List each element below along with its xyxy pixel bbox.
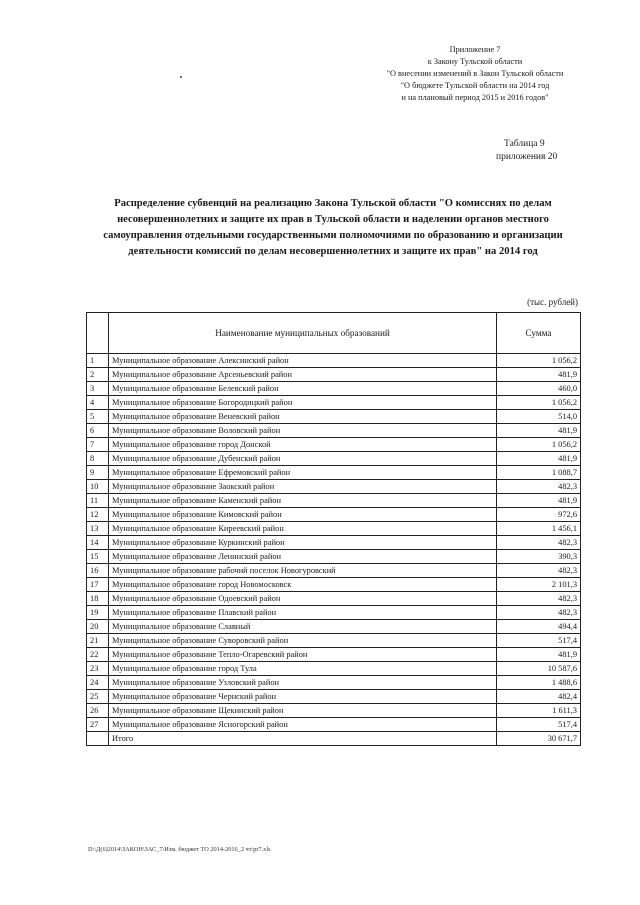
row-amount: 460,0 — [497, 382, 581, 396]
table-row — [87, 578, 581, 592]
row-municipality: Муниципальное образование Суворовский район — [109, 634, 497, 648]
row-municipality: Муниципальное образование Веневский район — [109, 410, 497, 424]
row-amount: 482,3 — [497, 592, 581, 606]
row-amount: 481,9 — [497, 368, 581, 382]
row-municipality: Муниципальное образование Щекинский район — [109, 704, 497, 718]
table-ref-line: приложения 20 — [496, 152, 558, 162]
row-municipality: Муниципальное образование город Донской — [109, 438, 497, 452]
row-amount: 1 611,3 — [497, 704, 581, 718]
row-number: 13 — [87, 522, 109, 536]
table-row — [87, 396, 581, 410]
row-number: 16 — [87, 564, 109, 578]
row-amount: 2 101,3 — [497, 578, 581, 592]
row-amount: 1 456,1 — [497, 522, 581, 536]
row-number: 3 — [87, 382, 109, 396]
row-number: 5 — [87, 410, 109, 424]
row-number: 2 — [87, 368, 109, 382]
units-label: (тыс. рублей) — [527, 297, 578, 307]
table-row — [87, 480, 581, 494]
table-row — [87, 690, 581, 704]
row-municipality: Муниципальное образование Богородицкий район — [109, 396, 497, 410]
row-number: 4 — [87, 396, 109, 410]
row-number: 21 — [87, 634, 109, 648]
table-row — [87, 592, 581, 606]
row-municipality: Муниципальное образование Белевский район — [109, 382, 497, 396]
row-amount: 482,3 — [497, 536, 581, 550]
total-num — [87, 732, 109, 746]
row-municipality: Муниципальное образование Славный — [109, 620, 497, 634]
table-row — [87, 354, 581, 368]
table-row — [87, 508, 581, 522]
row-municipality: Муниципальное образование Арсеньевский район — [109, 368, 497, 382]
row-municipality: Муниципальное образование Ленинский район — [109, 550, 497, 564]
header-line: "О бюджете Тульской области на 2014 год — [400, 81, 550, 90]
table-row — [87, 494, 581, 508]
table-row — [87, 634, 581, 648]
table-row — [87, 606, 581, 620]
table-row — [87, 704, 581, 718]
row-amount: 972,6 — [497, 508, 581, 522]
row-number: 9 — [87, 466, 109, 480]
row-number: 15 — [87, 550, 109, 564]
row-municipality: Муниципальное образование Узловский район — [109, 676, 497, 690]
row-amount: 482,4 — [497, 690, 581, 704]
row-amount: 482,3 — [497, 564, 581, 578]
row-number: 18 — [87, 592, 109, 606]
table-row — [87, 466, 581, 480]
row-amount: 482,3 — [497, 480, 581, 494]
table-row — [87, 620, 581, 634]
row-amount: 1 056,2 — [497, 396, 581, 410]
row-amount: 1 088,7 — [497, 466, 581, 480]
row-municipality: Муниципальное образование город Новомосковск — [109, 578, 497, 592]
header-num — [87, 313, 109, 354]
table-row — [87, 536, 581, 550]
appendix-header — [360, 44, 590, 104]
table-ref-line: Таблица 9 — [504, 139, 545, 149]
row-number: 10 — [87, 480, 109, 494]
row-number: 22 — [87, 648, 109, 662]
header-line: "О внесении изменений в Закон Тульской области — [386, 69, 564, 78]
table-row — [87, 676, 581, 690]
table-header-row — [87, 313, 581, 354]
row-municipality: Муниципальное образование Алексинский район — [109, 354, 497, 368]
table-reference — [496, 138, 586, 164]
row-municipality: Муниципальное образование Плавский район — [109, 606, 497, 620]
stray-dot — [180, 76, 182, 78]
subsidy-table — [86, 312, 581, 746]
row-number: 1 — [87, 354, 109, 368]
row-number: 14 — [87, 536, 109, 550]
total-row — [87, 732, 581, 746]
table-row — [87, 564, 581, 578]
row-amount: 514,0 — [497, 410, 581, 424]
row-amount: 10 587,6 — [497, 662, 581, 676]
row-amount: 517,4 — [497, 634, 581, 648]
header-line: Приложение 7 — [449, 45, 501, 54]
table-body — [87, 354, 581, 746]
row-amount: 481,9 — [497, 494, 581, 508]
row-amount: 481,9 — [497, 424, 581, 438]
table-row — [87, 438, 581, 452]
table-row — [87, 662, 581, 676]
row-amount: 482,3 — [497, 606, 581, 620]
table-row — [87, 424, 581, 438]
table-row — [87, 410, 581, 424]
row-municipality: Муниципальное образование Киреевский район — [109, 522, 497, 536]
row-amount: 481,9 — [497, 648, 581, 662]
row-amount: 481,9 — [497, 452, 581, 466]
row-municipality: Муниципальное образование Заокский район — [109, 480, 497, 494]
row-number: 26 — [87, 704, 109, 718]
row-amount: 494,4 — [497, 620, 581, 634]
total-name: Итого — [109, 732, 497, 746]
table-row — [87, 368, 581, 382]
row-municipality: Муниципальное образование Кимовский район — [109, 508, 497, 522]
row-municipality: Муниципальное образование Одоевский район — [109, 592, 497, 606]
row-municipality: Муниципальное образование Чернский район — [109, 690, 497, 704]
header-line: к Закону Тульской области — [427, 57, 523, 66]
table-row — [87, 522, 581, 536]
header-sum: Сумма — [497, 313, 581, 354]
row-municipality: Муниципальное образование Воловский район — [109, 424, 497, 438]
table-row — [87, 718, 581, 732]
row-municipality: Муниципальное образование Тепло-Огаревский район — [109, 648, 497, 662]
row-amount: 517,4 — [497, 718, 581, 732]
row-number: 6 — [87, 424, 109, 438]
row-number: 19 — [87, 606, 109, 620]
row-municipality: Муниципальное образование Каменский район — [109, 494, 497, 508]
table-row — [87, 550, 581, 564]
row-number: 20 — [87, 620, 109, 634]
file-path-footer: D:\Д(6)2014\ЗАКОН\ЗАС_7\Изм. бюджет ТО 2014-2016_2 чт\pr7.xls — [88, 846, 271, 853]
row-number: 27 — [87, 718, 109, 732]
row-amount: 1 056,2 — [497, 438, 581, 452]
table-row — [87, 452, 581, 466]
header-name: Наименование муниципальных образований — [109, 313, 497, 354]
row-municipality: Муниципальное образование Куркинский район — [109, 536, 497, 550]
row-number: 25 — [87, 690, 109, 704]
row-municipality: Муниципальное образование Ефремовский район — [109, 466, 497, 480]
total-sum: 30 671,7 — [497, 732, 581, 746]
row-number: 8 — [87, 452, 109, 466]
row-municipality: Муниципальное образование Дубенский район — [109, 452, 497, 466]
row-municipality: Муниципальное образование город Тула — [109, 662, 497, 676]
row-number: 12 — [87, 508, 109, 522]
row-number: 7 — [87, 438, 109, 452]
row-number: 24 — [87, 676, 109, 690]
row-number: 23 — [87, 662, 109, 676]
table-row — [87, 382, 581, 396]
header-line: и на плановый период 2015 и 2016 годов" — [401, 93, 549, 102]
row-number: 17 — [87, 578, 109, 592]
table-row — [87, 648, 581, 662]
row-amount: 1 488,6 — [497, 676, 581, 690]
row-municipality: Муниципальное образование рабочий поселок Новогуровский — [109, 564, 497, 578]
row-number: 11 — [87, 494, 109, 508]
document-title: Распределение субвенций на реализацию Закона Тульской области "О комиссиях по делам несовершеннолетних и защите их прав в Тульской области и наделении органов местного самоуправления отдельными государственными полномочиями по образованию и организации деятельности комиссий по делам несовершеннолетних и защите их прав" на 2014 год — [103, 198, 563, 257]
row-municipality: Муниципальное образование Ясногорский район — [109, 718, 497, 732]
row-amount: 390,3 — [497, 550, 581, 564]
row-amount: 1 056,2 — [497, 354, 581, 368]
